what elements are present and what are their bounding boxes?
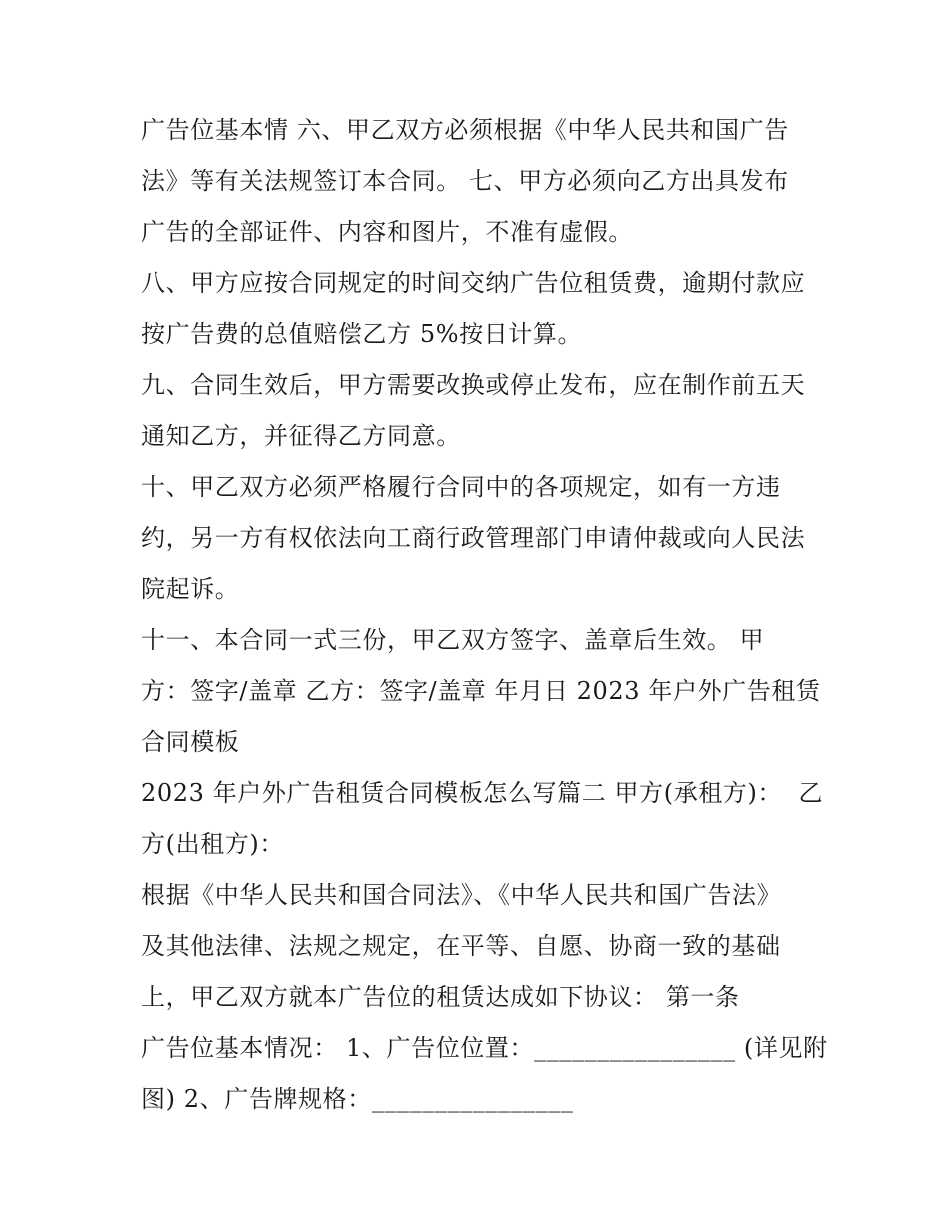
text-line: 院起诉。 xyxy=(141,575,240,603)
text-line: 图) 2、广告牌规格：________________ xyxy=(141,1085,574,1113)
text-line: 广告位基本情况： 1、广告位位置：________________ (详见附 xyxy=(141,1034,828,1062)
text-line: 十、甲乙双方必须严格履行合同中的各项规定，如有一方违 xyxy=(141,473,781,501)
text-line: 及其他法律、法规之规定，在平等、自愿、协商一致的基础 xyxy=(141,932,781,960)
text-line: 合同模板 xyxy=(141,728,240,756)
text-line: 约，另一方有权依法向工商行政管理部门申请仲裁或向人民法 xyxy=(141,524,806,552)
text-line: 按广告费的总值赔偿乙方 5%按日计算。 xyxy=(141,320,583,348)
text-line: 十一、本合同一式三份，甲乙双方签字、盖章后生效。 甲 xyxy=(141,626,765,654)
text-line: 2023 年户外广告租赁合同模板怎么写篇二 甲方(承租方)： 乙 xyxy=(141,779,824,807)
text-line: 九、合同生效后，甲方需要改换或停止发布，应在制作前五天 xyxy=(141,371,806,399)
text-line: 法》等有关法规签订本合同。 七、甲方必须向乙方出具发布 xyxy=(141,167,789,195)
text-line: 上，甲乙双方就本广告位的租赁达成如下协议： 第一条 xyxy=(141,983,740,1011)
text-line: 方(出租方)： xyxy=(141,830,284,858)
text-line: 广告的全部证件、内容和图片，不准有虚假。 xyxy=(141,218,633,246)
text-line: 广告位基本情 六、甲乙双方必须根据《中华人民共和国广告 xyxy=(141,116,789,144)
text-line: 通知乙方，并征得乙方同意。 xyxy=(141,422,461,450)
text-line: 八、甲方应按合同规定的时间交纳广告位租赁费，逾期付款应 xyxy=(141,269,806,297)
text-line: 根据《中华人民共和国合同法》、《中华人民共和国广告法》 xyxy=(141,881,782,909)
text-line: 方：签字/盖章 乙方：签字/盖章 年月日 2023 年户外广告租赁 xyxy=(141,677,821,705)
